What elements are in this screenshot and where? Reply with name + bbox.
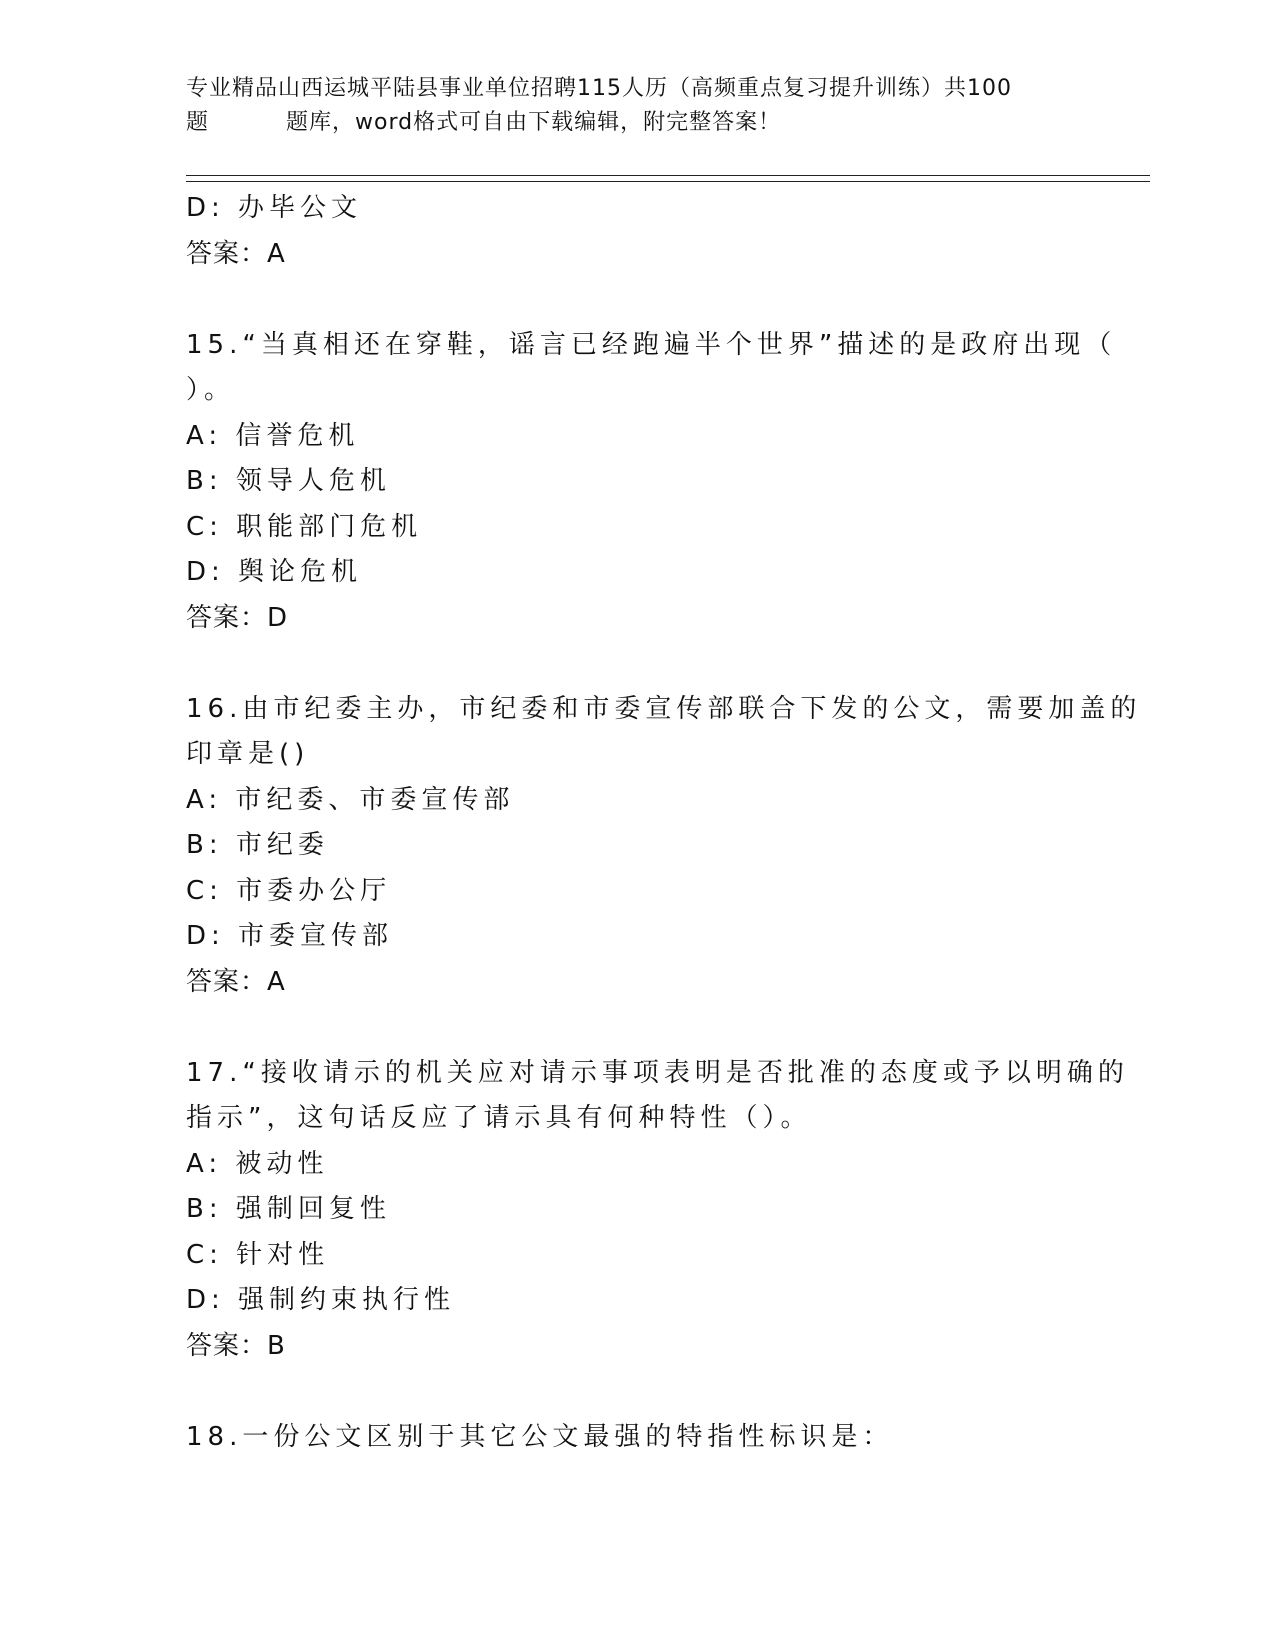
question-stem-line: 印章是() bbox=[186, 739, 310, 769]
option-b: B: 市纪委 bbox=[186, 830, 329, 860]
question-stem-line: 18.一份公文区别于其它公文最强的特指性标识是： bbox=[186, 1421, 894, 1452]
option-d: D: 舆论危机 bbox=[186, 557, 363, 587]
option-c: C: 针对性 bbox=[186, 1239, 330, 1270]
document-header bbox=[186, 72, 1086, 140]
answer-line: 答案：A bbox=[186, 966, 286, 997]
question-stem-line: 15.“当真相还在穿鞋，谣言已经跑遍半个世界”描述的是政府出现（ bbox=[186, 329, 1117, 360]
header-divider-top bbox=[186, 175, 1150, 176]
question-15 bbox=[186, 323, 1117, 642]
answer-line: 答案：B bbox=[186, 1330, 286, 1361]
answer-line: 答案：A bbox=[186, 238, 286, 269]
question-stem-line: 16.由市纪委主办，市纪委和市委宣传部联合下发的公文，需要加盖的 bbox=[186, 693, 1142, 724]
option-b: B: 领导人危机 bbox=[186, 466, 391, 496]
header-subtitle-line bbox=[186, 106, 1086, 140]
question-stem-line: ）。 bbox=[186, 375, 236, 405]
option-c: C: 市委办公厅 bbox=[186, 875, 392, 906]
question-list bbox=[186, 186, 1142, 1460]
question-16 bbox=[186, 687, 1142, 1006]
question-stem-line: 指示”，这句话反应了请示具有何种特性（）。 bbox=[186, 1103, 812, 1133]
spacer bbox=[186, 1369, 1086, 1415]
option-a: A: 市纪委、市委宣传部 bbox=[186, 784, 515, 815]
header-subtitle-col1: 题 bbox=[186, 110, 210, 135]
carryover-block bbox=[186, 186, 1086, 277]
spacer bbox=[186, 277, 1086, 323]
header-subtitle-col2: 题库，word格式可自由下载编辑，附完整答案！ bbox=[286, 110, 782, 135]
option-c: C: 职能部门危机 bbox=[186, 511, 423, 542]
header-title-line: 专业精品山西运城平陆县事业单位招聘115人历（高频重点复习提升训练）共100 bbox=[186, 76, 1012, 101]
spacer bbox=[186, 1005, 1086, 1051]
question-18 bbox=[186, 1415, 1086, 1461]
option-a: A: 信誉危机 bbox=[186, 420, 360, 451]
option-b: B: 强制回复性 bbox=[186, 1194, 391, 1224]
header-divider-bottom bbox=[186, 181, 1150, 182]
option-d: D: 强制约束执行性 bbox=[186, 1285, 456, 1315]
question-17 bbox=[186, 1051, 1129, 1370]
question-stem-line: 17.“接收请示的机关应对请示事项表明是否批准的态度或予以明确的 bbox=[186, 1057, 1129, 1088]
answer-line: 答案：D bbox=[186, 602, 289, 633]
spacer bbox=[186, 641, 1086, 687]
option-d: D: 市委宣传部 bbox=[186, 921, 394, 951]
option-d: D: 办毕公文 bbox=[186, 193, 363, 223]
option-a: A: 被动性 bbox=[186, 1148, 329, 1179]
